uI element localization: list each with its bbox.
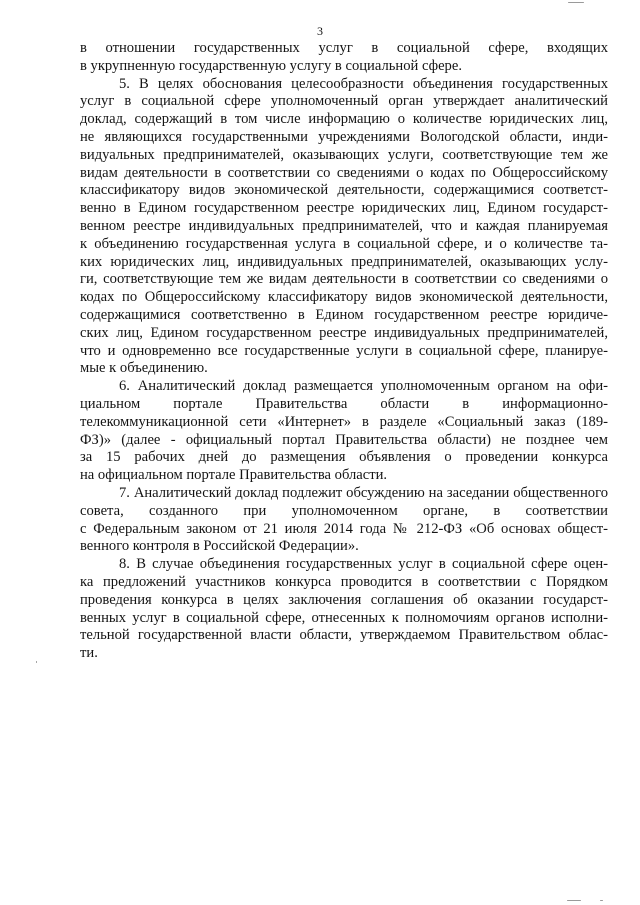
text-line: венном реестре индивидуальных предпринимателей, что и каждая планируемая [80,217,608,234]
text-line: 5. В целях обоснования целесообразности объединения государственных [119,75,608,92]
text-line: ка предложений участников конкурса проводится в соответствии с Порядком [80,573,608,590]
text-line: венного контроля в Российской Федерации». [80,538,359,555]
text-line: в укрупненную государственную услугу в социальной сфере. [80,57,462,74]
text-line: ких юридических лиц, индивидуальных предпринимателей, оказывающих услу- [80,253,608,270]
scan-artifact [567,900,581,901]
text-line: совета, созданного при уполномоченном органе, в соответствии [80,502,608,519]
text-line: проведения конкурса в целях заключения соглашения об оказании государст- [80,591,608,608]
text-line: на официальном портале Правительства области. [80,467,388,484]
text-line: циальном портале Правительства области в информационно- [80,395,608,412]
text-line: с Федеральным законом от 21 июля 2014 года № 212-ФЗ «Об основах общест- [80,520,608,537]
paragraph-continuation [80,40,608,76]
text-line: доклад, содержащий в том числе информацию о количестве юридических лиц, [80,111,608,128]
text-line: ских лиц, Едином государственном реестре индивидуальных предпринимателей, [80,324,608,341]
paragraph-item-7 [80,485,608,556]
document-body [80,40,608,663]
text-line: ФЗ)» (далее - официальный портал Правительства области) не позднее чем [80,431,608,448]
text-line: 6. Аналитический доклад размещается уполномоченным органом на офи- [119,378,608,395]
text-line: венно в Едином государственном реестре юридических лиц, Едином государст- [80,200,608,217]
scan-artifact [36,661,37,663]
text-line: мые к объединению. [80,360,208,377]
text-line: не являющихся государственными учреждениями Вологодской области, инди- [80,128,608,145]
text-line: содержащимися соответственно в Едином государственном реестре юридиче- [80,306,608,323]
text-line: услуг в социальной сфере уполномоченный орган утверждает аналитический [80,93,608,110]
text-line: 8. В случае объединения государственных услуг в социальной сфере оцен- [119,556,608,573]
text-line: 7. Аналитический доклад подлежит обсуждению на заседании общественного [119,484,608,501]
text-line: ги, соответствующие тем же видам деятельности в соответствии со сведениями о [80,271,608,288]
text-line: классификатору видов экономической деятельности, содержащимися соответст- [80,182,608,199]
text-line: к объединению государственная услуга в социальной сфере, и о количестве та- [80,235,608,252]
text-line: кодах по Общероссийскому классификатору видов экономической деятельности, [80,289,608,306]
scan-artifact [568,2,584,3]
paragraph-item-5 [80,76,608,379]
text-line: видуальных предпринимателей, оказывающих услуги, соответствующие тем же [80,146,608,163]
text-line: телекоммуникационной сети «Интернет» в разделе «Социальный заказ (189- [80,413,608,430]
text-line: ти. [80,645,98,662]
page-number: 3 [317,24,323,38]
text-line: что и одновременно все государственные услуги в социальной сфере, планируе- [80,342,608,359]
paragraph-item-6 [80,378,608,485]
text-line: тельной государственной власти области, утверждаемом Правительством облас- [80,627,608,644]
text-line: за 15 рабочих дней до размещения объявления о проведении конкурса [80,449,608,466]
paragraph-item-8 [80,556,608,663]
scan-artifact [600,900,603,901]
text-line: в отношении государственных услуг в социальной сфере, входящих [80,40,608,56]
text-line: видам деятельности в соответствии со сведениями о кодах по Общероссийскому [80,164,608,181]
text-line: венных услуг в социальной сфере, отнесенных к полномочиям органов исполни- [80,609,608,626]
